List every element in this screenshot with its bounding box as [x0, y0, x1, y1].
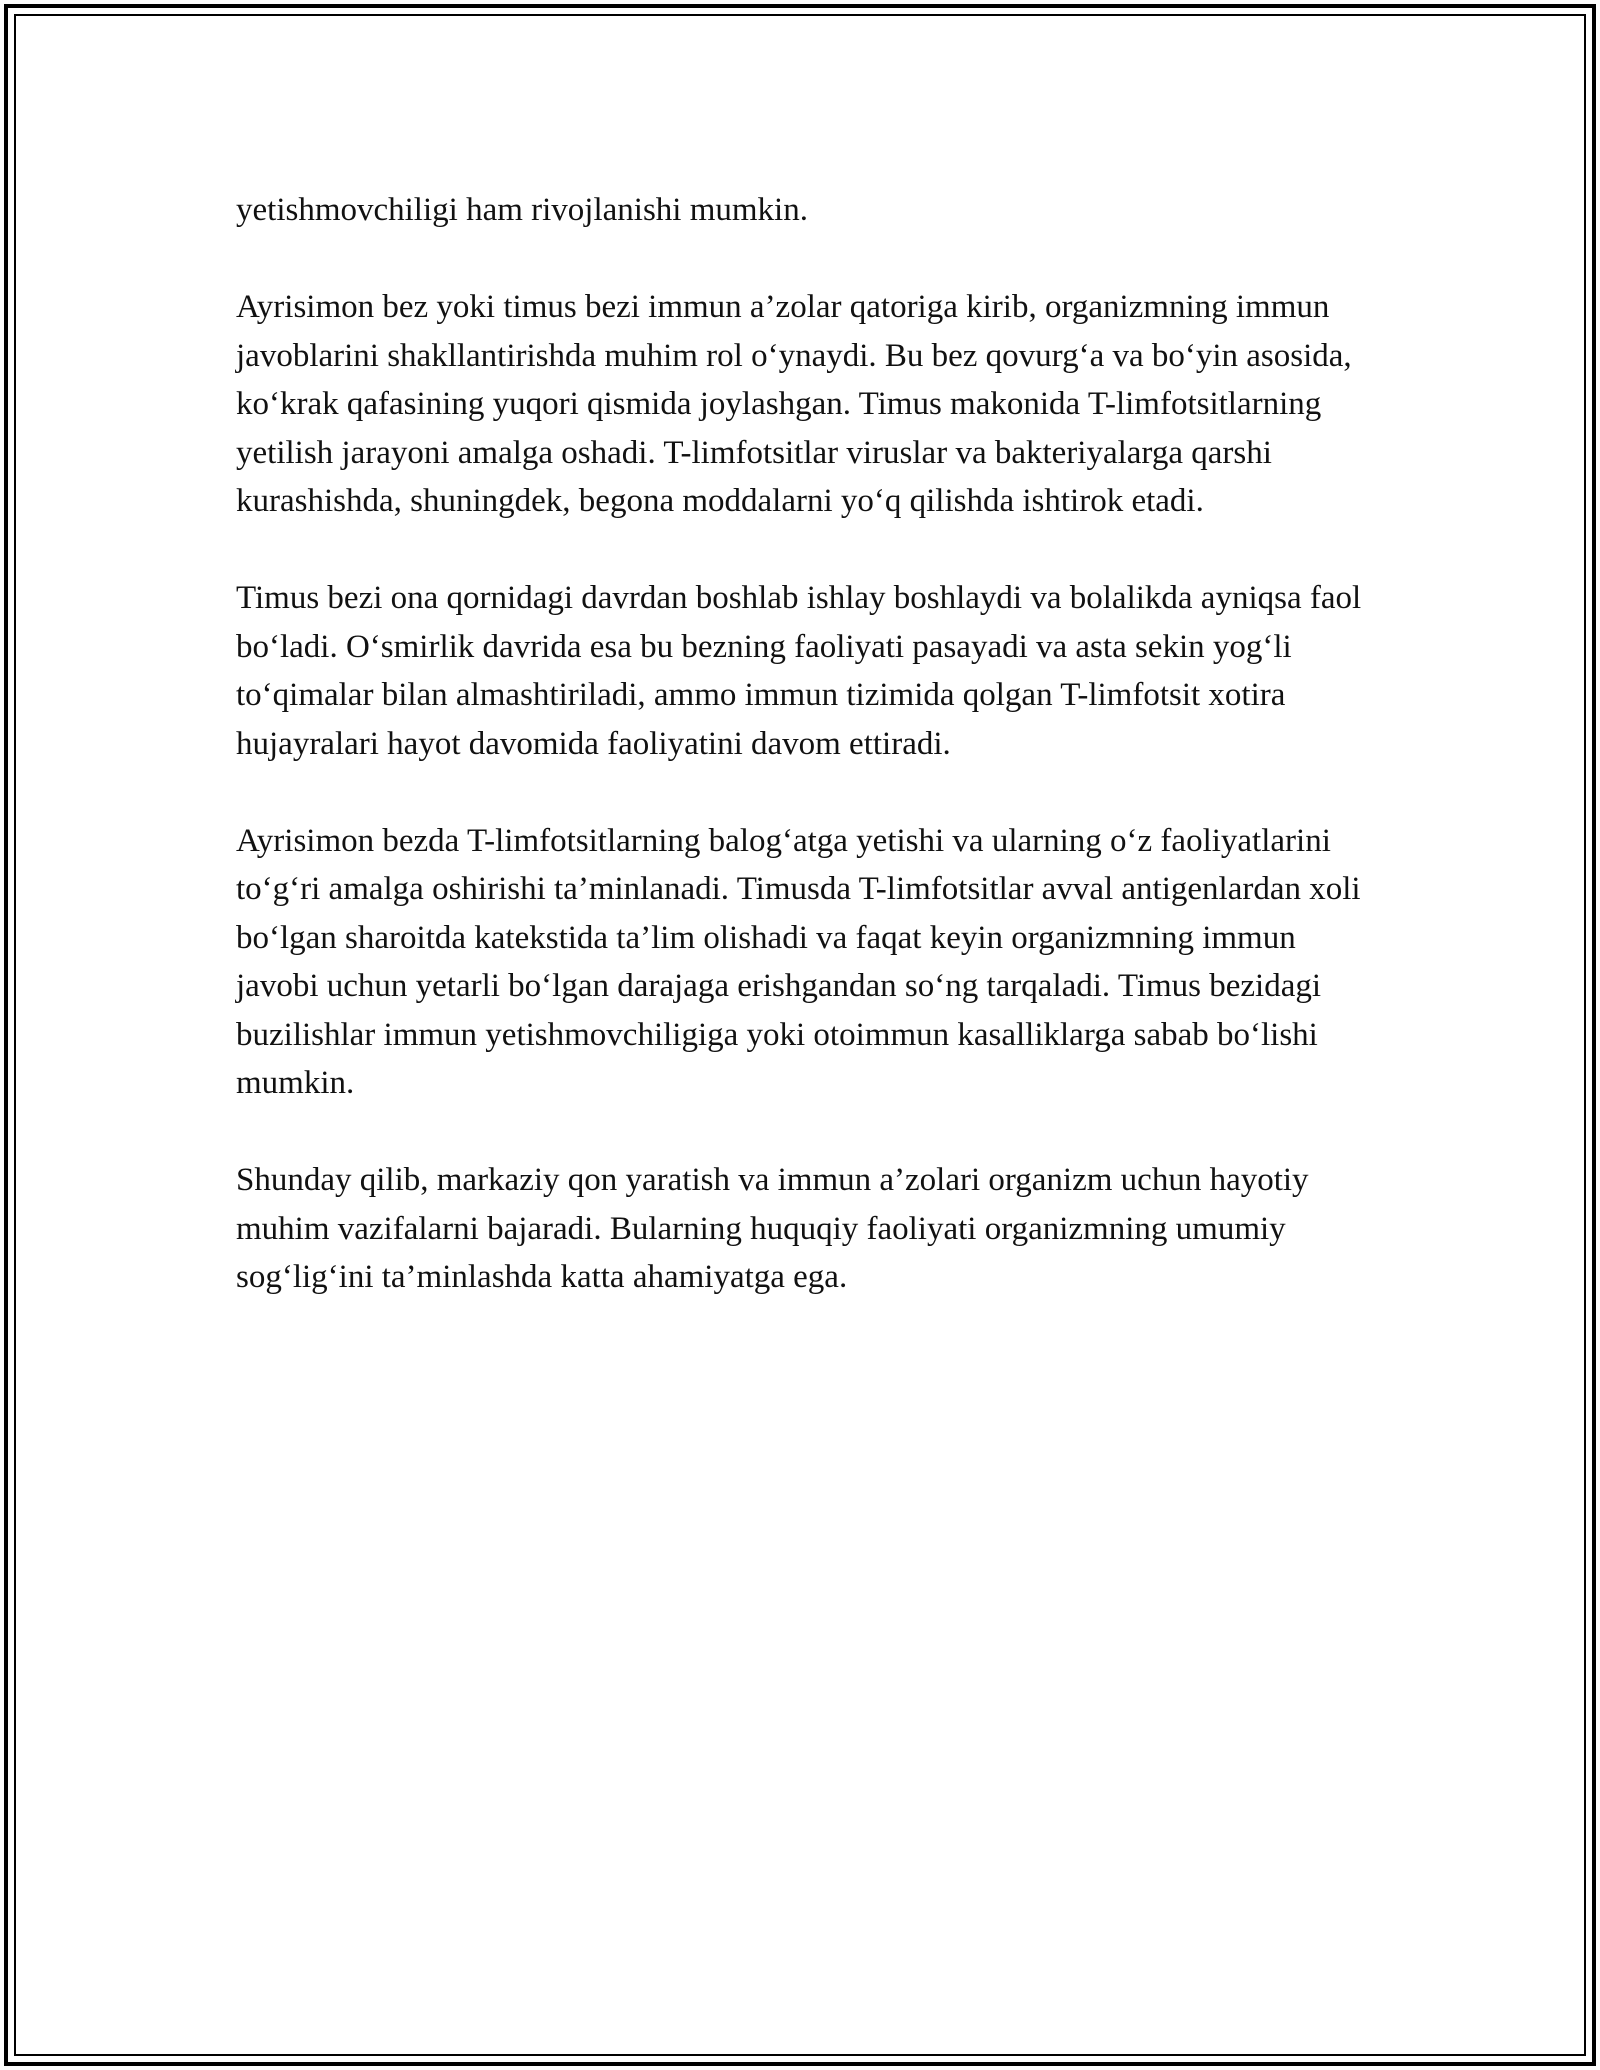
paragraph-t-lymphocyte-maturation: Ayrisimon bezda T-limfotsitlarning balog‘atga yetishi va ularning o‘z faoliyatlarini to‘g‘ri amalga oshirishi ta’minlanadi. Timusda T-limfotsitlar avval antigenlardan xoli bo‘lgan sharoitda katekstida ta’lim olishadi va faqat keyin organizmning immun javobi uchun yetarli bo‘lgan darajaga erishgandan so‘ng tarqaladi. Timus bezidagi buzilishlar immun yetishmovchiligiga yoki otoimmun kasalliklarga sabab bo‘lishi mumkin. [236, 822, 1361, 1101]
paragraph-thymus-intro: Ayrisimon bez yoki timus bezi immun a’zolar qatoriga kirib, organizmning immun javoblarini shakllantirishda muhim rol o‘ynaydi. Bu bez qovurg‘a va bo‘yin asosida, ko‘krak qafasining yuqori qismida joylashgan. Timus makonida T-limfotsitlarning yetilish jarayoni amalga oshadi. T-limfotsitlar viruslar va bakteriyalarga qarshi kurashishda, shuningdek, begona moddalarni yo‘q qilishda ishtirok etadi. [236, 289, 1352, 519]
paragraph-conclusion: Shunday qilib, markaziy qon yaratish va immun a’zolari organizm uchun hayotiy muhim vazifalarni bajaradi. Bularning huquqiy faoliyati organizmning umumiy sog‘lig‘ini ta’minlashda katta ahamiyatga ega. [236, 1162, 1309, 1295]
paragraph-continuation: yetishmovchiligi ham rivojlanishi mumkin. [236, 192, 808, 228]
document-body [236, 186, 1386, 1350]
paragraph-thymus-development: Timus bezi ona qornidagi davrdan boshlab ishlay boshlaydi va bolalikda ayniqsa faol bo‘ladi. O‘smirlik davrida esa bu bezning faoliyati pasayadi va asta sekin yog‘li to‘qimalar bilan almashtiriladi, ammo immun tizimida qolgan T-limfotsit xotira hujayralari hayot davomida faoliyatini davom ettiradi. [236, 580, 1362, 762]
